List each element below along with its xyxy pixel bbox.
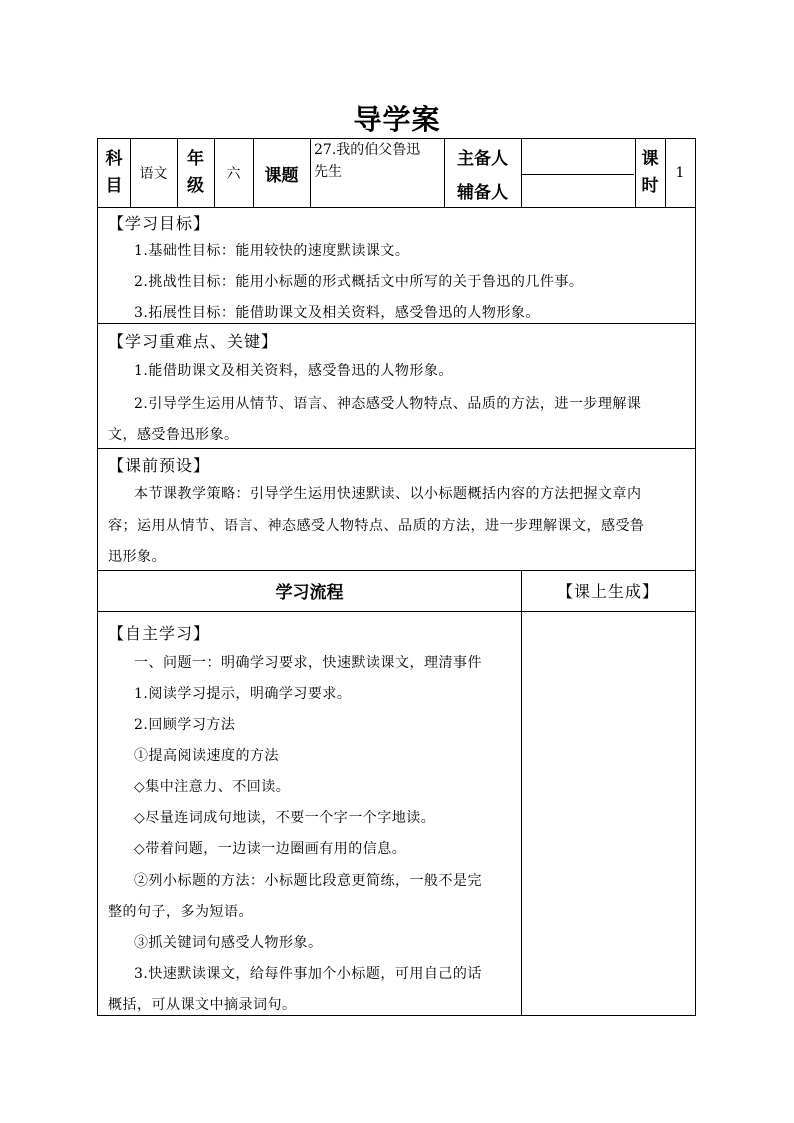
subject-label: [98, 139, 130, 207]
key-point-line: 1.能借助课文及相关资料，感受鲁迅的人物形象。: [134, 363, 453, 379]
self-study-heading: 【自主学习】: [108, 624, 211, 643]
subject-label-char: 目: [105, 176, 123, 196]
subject-label-char: 科: [105, 149, 123, 169]
flow-line: 一、问题一：明确学习要求，快速默读课文，理清事件: [134, 655, 482, 671]
key-points-heading: 【学习重难点、关键】: [108, 332, 279, 351]
periods-value: 1: [675, 165, 685, 181]
flow-line: ◇尽量连词成句地读，不要一个字一个字地读。: [134, 810, 436, 826]
flow-line: 3.快速默读课文，给每件事加个小标题，可用自己的话: [134, 966, 482, 982]
preview-line: 本节课教学策略：引导学生运用快速默读、以小标题概括内容的方法把握文章内: [134, 486, 642, 502]
main-preparer-label: 主备人: [457, 149, 508, 169]
key-point-line: 2.引导学生运用从情节、语言、神态感受人物特点、品质的方法，进一步理解课: [134, 396, 642, 412]
objective-item: 2.挑战性目标：能用小标题的形式概括文中所写的关于鲁迅的几件事。: [134, 274, 584, 290]
periods-label-char: 时: [641, 176, 659, 196]
divider: [98, 207, 695, 208]
main-preparer-value: [521, 139, 635, 174]
preview-line: 迅形象。: [108, 549, 166, 565]
flow-line: ③抓关键词句感受人物形象。: [134, 935, 323, 951]
subject-value: 语文: [139, 166, 168, 182]
in-class-generation-heading: 【课上生成】: [556, 582, 659, 601]
periods-label: [635, 139, 665, 207]
flow-line: 1.阅读学习提示，明确学习要求。: [134, 686, 352, 702]
divider: [98, 323, 695, 324]
preview-heading: 【课前预设】: [108, 456, 211, 475]
topic-label: 课题: [264, 165, 299, 186]
grade-label-char: 级: [187, 176, 204, 196]
flow-line: ◇集中注意力、不回读。: [134, 779, 291, 795]
objective-item: 1.基础性目标：能用较快的速度默读课文。: [134, 243, 410, 259]
topic-value-line: 先生: [314, 164, 342, 180]
assist-preparer-value: [521, 174, 635, 207]
objective-item: 3.拓展性目标：能借助课文及相关资料，感受鲁迅的人物形象。: [134, 305, 540, 321]
topic-value: [310, 139, 444, 207]
grade-value: 六: [226, 166, 241, 182]
preview-line: 容；运用从情节、语言、神态感受人物特点、品质的方法，进一步理解课文，感受鲁: [108, 518, 645, 534]
flow-line: 整的句子，多为短语。: [108, 904, 253, 920]
periods-label-char: 课: [641, 149, 659, 169]
assist-preparer-label: 辅备人: [457, 183, 508, 203]
divider: [98, 611, 695, 612]
document-title: 导学案: [353, 103, 441, 136]
key-point-line: 文，感受鲁迅形象。: [108, 427, 239, 443]
flow-line: ①提高阅读速度的方法: [134, 748, 279, 764]
grade-label: [177, 139, 214, 207]
topic-value-line: 27.我的伯父鲁迅: [314, 142, 421, 158]
flow-line: 2.回顾学习方法: [134, 717, 236, 733]
divider: [521, 570, 522, 1015]
flow-line: ◇带着问题，一边读一边圈画有用的信息。: [134, 841, 407, 857]
lesson-plan-table: [97, 138, 696, 1016]
flow-line: ②列小标题的方法：小标题比段意更简练，一般不是完: [134, 873, 482, 889]
objectives-heading: 【学习目标】: [108, 214, 211, 233]
divider: [98, 448, 695, 449]
grade-label-char: 年: [187, 149, 204, 169]
learning-flow-heading: 学习流程: [275, 583, 344, 603]
flow-line: 概括，可从课文中摘录词句。: [108, 997, 297, 1013]
